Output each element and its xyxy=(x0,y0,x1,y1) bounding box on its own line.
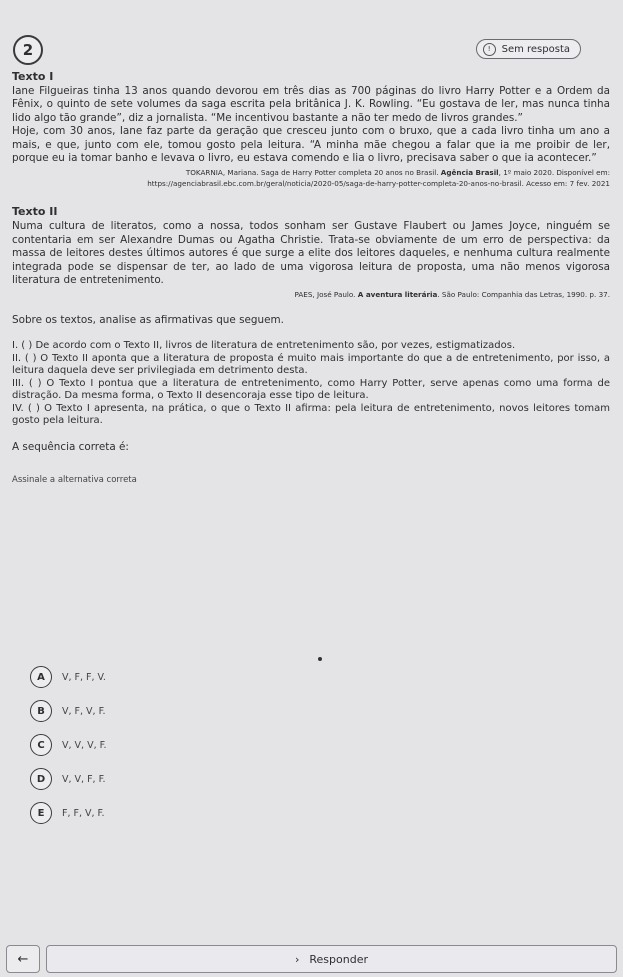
reply-label: Responder xyxy=(309,952,368,966)
option-b[interactable] xyxy=(30,700,107,722)
question-number-label: 2 xyxy=(22,41,34,59)
option-letter[interactable]: D xyxy=(30,768,52,790)
options-list xyxy=(30,666,107,836)
option-e[interactable] xyxy=(30,802,107,824)
status-badge xyxy=(476,39,581,59)
statement-item: II. ( ) O Texto II aponta que a literatura de proposta é muito mais importante do que a de entretenimento, por isso, a leitura daquela deve ser privilegiada em detrimento desta. xyxy=(12,352,610,377)
option-letter[interactable]: C xyxy=(30,734,52,756)
text1-source-prefix: TOKARNIA, Mariana. Saga de Harry Potter completa 20 anos no Brasil. xyxy=(185,168,439,178)
text2-paragraph: Numa cultura de literatos, como a nossa, todos sonham ser Gustave Flaubert ou James Joyce, ninguém se contentaria em ser Alexandre Dumas ou Agatha Christie. Trata-se obviamente de um erro de perspectiva: da massa de leitores destes últimos autores é que surge a elite dos leitores daqueles, e nenhuma cultura realmente integrada pode se dispensar de ter, ao lado de uma vigorosa leitura de proposta, uma não menos vigorosa literatura de entretenimento. xyxy=(12,220,610,287)
question-content xyxy=(12,70,610,485)
text2-source-suffix: . São Paulo: Companhia das Letras, 1990. p. 37. xyxy=(437,290,610,300)
option-text: V, V, V, F. xyxy=(62,739,107,751)
arrow-left-icon: ← xyxy=(17,951,29,967)
option-text: V, F, F, V. xyxy=(62,671,106,683)
option-letter[interactable]: E xyxy=(30,802,52,824)
statement-item: III. ( ) O Texto I pontua que a literatura de entretenimento, como Harry Potter, serve apenas como uma forma de distração. Da mesma forma, o Texto II desencoraja esse tipo de leitura. xyxy=(12,377,610,402)
statement-item: IV. ( ) O Texto I apresenta, na prática, o que o Texto II afirma: pela leitura de entretenimento, novos leitores tomam gosto pela leitura. xyxy=(12,402,610,426)
text1-label: Texto I xyxy=(12,70,54,83)
text1-paragraph-1: Iane Filgueiras tinha 13 anos quando devorou em três dias as 700 páginas do livro Harry Potter e a Ordem da Fênix, o quinto de sete volumes da saga escrita pela britânica J. K. Rowling. “Eu gostava de ler, mas nunca tinha lido algo tão grande”, diz a jornalista. “Me incentivou bastante a não ter medo de livros grandes.” xyxy=(12,85,610,124)
reply-button[interactable] xyxy=(46,945,617,973)
option-letter[interactable]: B xyxy=(30,700,52,722)
option-a[interactable] xyxy=(30,666,107,688)
option-text: F, F, V, F. xyxy=(62,807,105,819)
text1-source-suffix: , 1º maio 2020. Disponível em: https://agenciabrasil.ebc.com.br/geral/noticia/2020-05/saga-de-harry-potter-completa-20-anos-no-brasil. Acesso em: 7 fev. 2021 xyxy=(147,168,610,189)
text1-source xyxy=(12,167,610,189)
status-label: Sem resposta xyxy=(501,43,570,55)
statement-item: I. ( ) De acordo com o Texto II, livros de literatura de entretenimento são, por vezes, estigmatizados. xyxy=(12,340,516,352)
back-button[interactable] xyxy=(6,945,40,973)
text1-paragraph-2: Hoje, com 30 anos, Iane faz parte da geração que cresceu junto com o bruxo, que a cada livro tinha um ano a mais, e que, junto com ele, tomou gosto pela leitura. “A minha mãe chegou a falar que ia me proibir de ler, porque eu ia tomar banho e levava o livro, eu estava comendo e lia o livro, precisava saber o que ia acontecer.” xyxy=(12,125,610,165)
analysis-intro: Sobre os textos, analise as afirmativas que seguem. xyxy=(12,314,284,327)
option-text: V, F, V, F. xyxy=(62,705,106,717)
cursor-dot xyxy=(318,657,322,661)
clock-icon: ! xyxy=(483,43,496,56)
sequence-prompt: A sequência correta é: xyxy=(12,441,129,454)
text2-source xyxy=(12,289,610,300)
text1-source-bold: Agência Brasil xyxy=(440,168,499,178)
chevron-right-icon: › xyxy=(294,952,300,966)
option-letter[interactable]: A xyxy=(30,666,52,688)
text2-source-bold: A aventura literária xyxy=(357,290,438,300)
option-c[interactable] xyxy=(30,734,107,756)
statement-list xyxy=(12,340,610,427)
question-number xyxy=(13,35,43,65)
instruction: Assinale a alternativa correta xyxy=(12,475,137,486)
text2-source-prefix: PAES, José Paulo. xyxy=(294,290,356,300)
option-text: V, V, F, F. xyxy=(62,773,106,785)
text2-label: Texto II xyxy=(12,205,58,219)
option-d[interactable] xyxy=(30,768,107,790)
